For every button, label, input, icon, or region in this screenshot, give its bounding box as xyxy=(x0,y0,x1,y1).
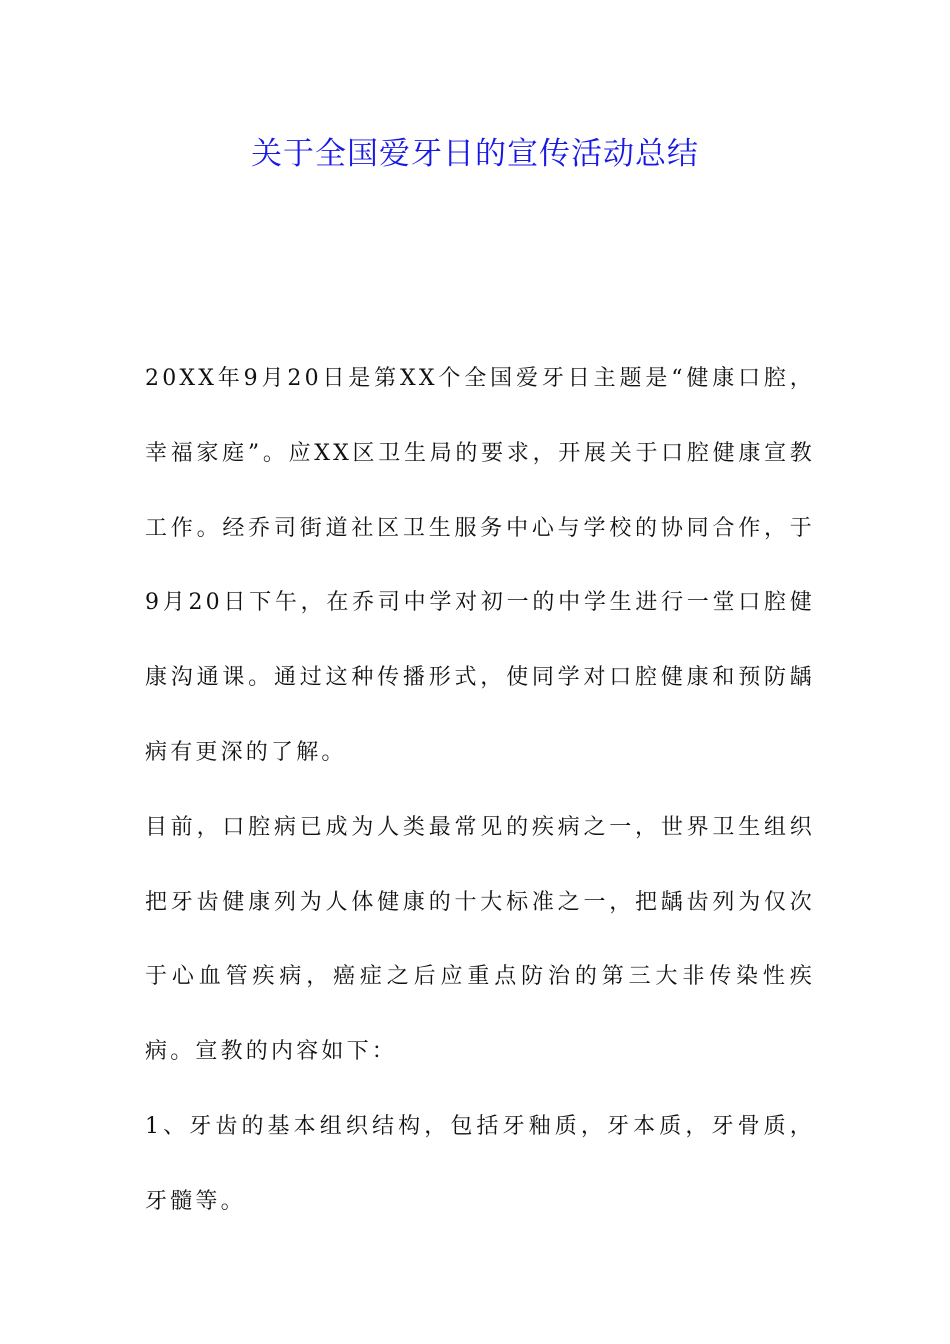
paragraph-background: 目前，口腔病已成为人类最常见的疾病之一，世界卫生组织把牙齿健康列为人体健康的十大标准之一，把龋齿列为仅次于心血管疾病，癌症之后应重点防治的第三大非传染性疾病。宣教的内容如下： xyxy=(145,814,815,1065)
document-title: 关于全国爱牙日的宣传活动总结 xyxy=(251,136,699,172)
paragraph-intro: 20XX年9月20日是第XX个全国爱牙日主题是“健康口腔，幸福家庭”。应XX区卫生局的要求，开展关于口腔健康宣教工作。经乔司街道社区卫生服务中心与学校的协同合作，于9月20日下午，在乔司中学对初一的中学生进行一堂口腔健康沟通课。通过这种传播形式，使同学对口腔健康和预防龋病有更深的了解。 xyxy=(145,366,815,765)
paragraph-item-1: 1、牙齿的基本组织结构，包括牙釉质，牙本质，牙骨质，牙髓等。 xyxy=(145,1113,815,1214)
document-body xyxy=(145,342,815,1240)
